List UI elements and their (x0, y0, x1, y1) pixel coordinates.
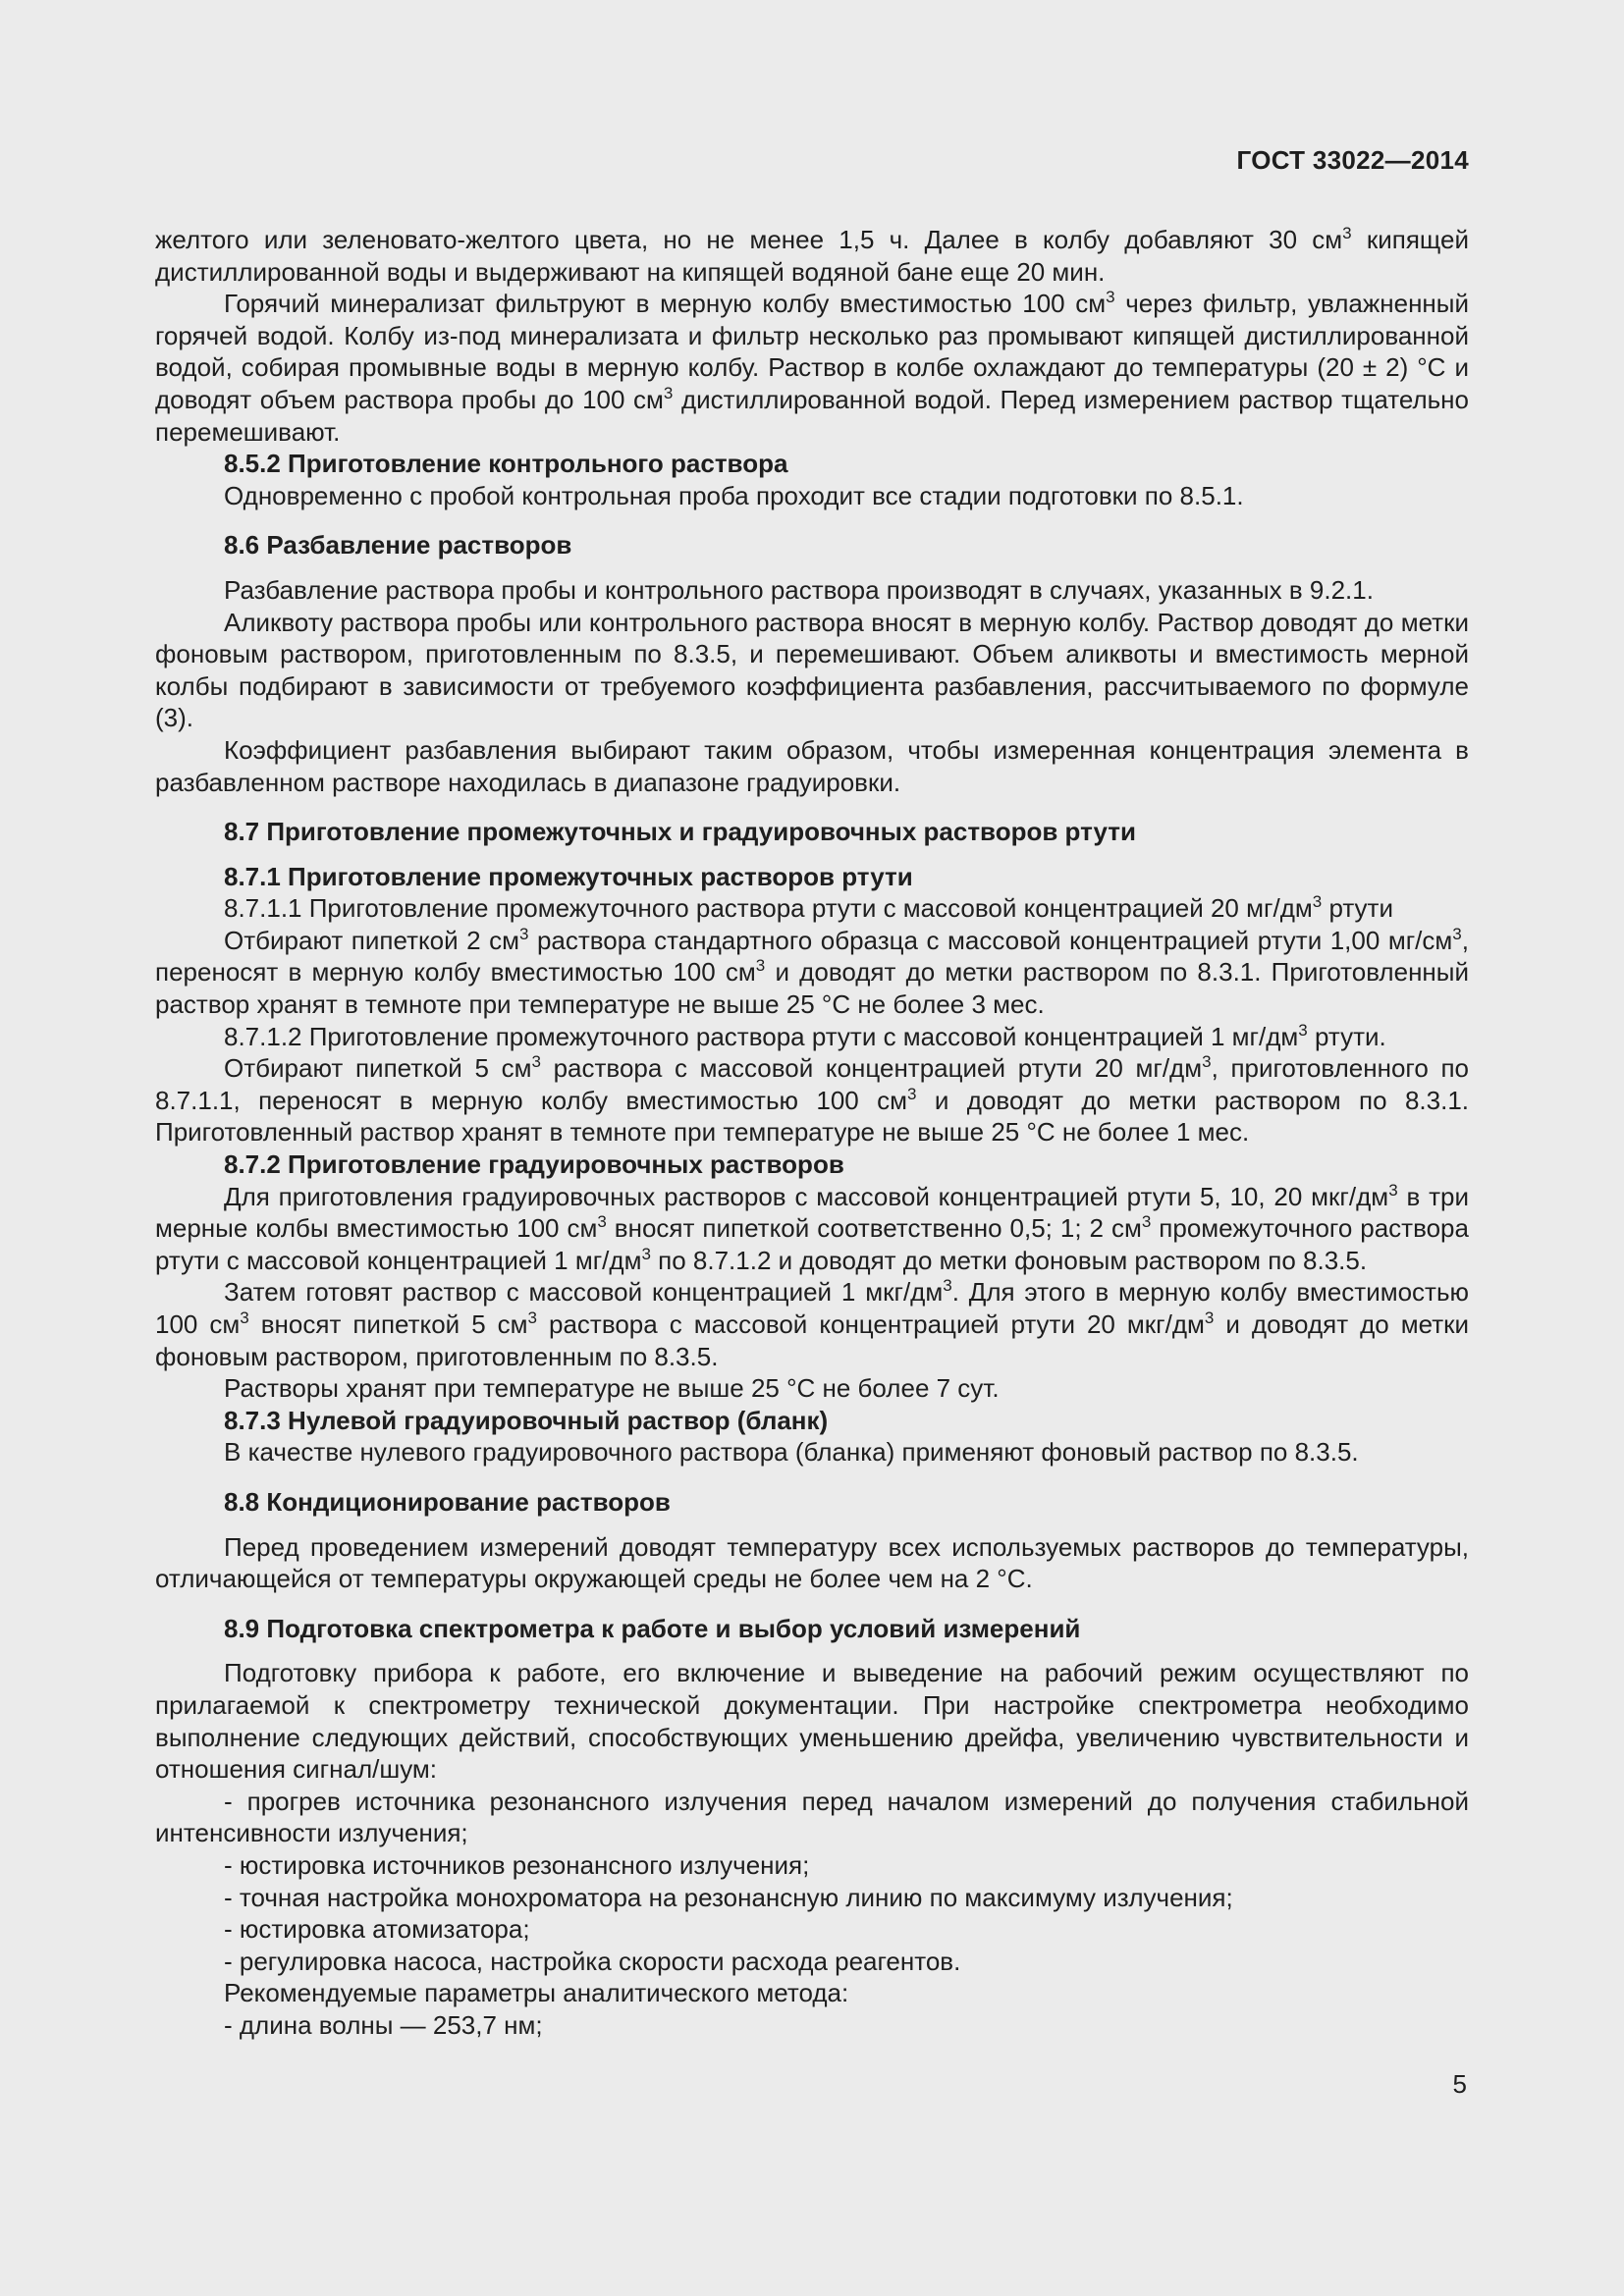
superscript: 3 (1388, 1180, 1398, 1200)
superscript: 3 (943, 1276, 952, 1296)
superscript: 3 (1342, 224, 1352, 242)
superscript: 3 (1141, 1212, 1152, 1232)
paragraph: В качестве нулевого градуировочного раствора (бланка) применяют фоновый раствор по 8.3.5. (224, 1437, 1359, 1468)
section-heading-8-7-2: 8.7.2 Приготовление градуировочных растворов (224, 1149, 844, 1180)
list-item: - юстировка источников резонансного излучения; (224, 1849, 810, 1880)
list-item: - прогрев источника резонансного излучения перед началом измерений до получения стабильной интенсивности излучения; (155, 1786, 1469, 1848)
paragraph: Для приготовления градуировочных растворов с массовой концентрацией ртути 5, 10, 20 мкг/$дм^3$ в три мерные колбы вместимостью 100 $см^3$ вносят пипеткой соответственно 0,5; 1; 2 $см^3$ промежуточного раствора ртути с массовой концентрацией 1 $мг/дм^3$ по 8.7.1.2 и доводят до метки фоновым раствором по 8.3.5. (155, 1180, 1470, 1275)
section-heading-8-6: 8.6 Разбавление растворов (224, 530, 572, 561)
paragraph: Рекомендуемые параметры аналитического метода: (224, 1978, 849, 2008)
paragraph: желтого или зеленовато-желтого цвета, но не менее 1,5 ч. Далее в колбу добавляют 30 $см^3$ кипящей дистиллированной воды и выдерживают на кипящей водяной бане еще 20 мин. (155, 224, 1469, 287)
superscript: 3 (527, 1308, 537, 1327)
list-item: - регулировка насоса, настройка скорости расхода реагентов. (224, 1946, 961, 1976)
paragraph: Отбирают пипеткой 5 $см^3$ раствора с массовой концентрацией ртути 20 $мг/дм^3$, приготовленного по 8.7.1.1, переносят в мерную колбу вместимостью 100 $см^3$ и доводят до метки раствором по 8.3.1. Приготовленный раствор хранят в темноте при температуре не выше 25 °С не более 1 мес. (155, 1052, 1469, 1148)
list-item: - длина волны — 253,7 нм; (224, 2009, 543, 2040)
paragraph: Растворы хранят при температуре не выше 25 °С не более 7 сут. (224, 1373, 1000, 1404)
paragraph: Коэффициент разбавления выбирают таким образом, чтобы измеренная концентрация элемента в разбавленном растворе находилась в диапазоне градуировки. (155, 734, 1469, 797)
paragraph: Подготовку прибора к работе, его включение и выведение на рабочий режим осуществляют по прилагаемой к спектрометру технической документации. При настройке спектрометра необходимо выполнение следующих действий, способствующих уменьшению дрейфа, увеличению чувствительности и отношения сигнал/шум: (155, 1658, 1469, 1785)
page-number: 5 (1452, 2069, 1467, 2099)
superscript: 3 (240, 1308, 249, 1327)
superscript: 3 (663, 383, 674, 402)
superscript: 3 (1202, 1052, 1212, 1072)
section-heading-8-7-3: 8.7.3 Нулевой градуировочный раствор (бланк) (224, 1405, 829, 1435)
paragraph: Аликвоту раствора пробы или контрольного раствора вносят в мерную колбу. Раствор доводят до метки фоновым раствором, приготовленным по 8.3.5, и перемешивают. Объем аликвоты и вместимость мерной колбы подбирают в зависимости от требуемого коэффициента разбавления, рассчитываемого по формуле (3). (155, 607, 1469, 733)
section-heading-8-9: 8.9 Подготовка спектрометра к работе и выбор условий измерений (224, 1613, 1081, 1643)
list-item: - точная настройка монохроматора на резонансную линию по максимуму излучения; (224, 1882, 1233, 1912)
document-code: ГОСТ 33022—2014 (1236, 145, 1469, 175)
superscript: 3 (597, 1212, 607, 1232)
superscript: 3 (907, 1084, 917, 1103)
paragraph: Горячий минерализат фильтруют в мерную колбу вместимостью 100 $см^3$ через фильтр, увлажненный горячей водой. Колбу из-под минерализата и фильтр несколько раз промывают кипящей дистиллированной водой, собирая промывные воды в мерную колбу. Раствор в колбе охлаждают до температуры (20 ± 2) °С и доводят объем раствора пробы до 100 $см^3$ дистиллированной водой. Перед измерением раствор тщательно перемешивают. (155, 288, 1470, 447)
section-heading-8-7: 8.7 Приготовление промежуточных и градуировочных растворов ртути (224, 817, 1136, 847)
superscript: 3 (1312, 892, 1323, 912)
document-body (155, 224, 1469, 2041)
paragraph: Затем готовят раствор с массовой концентрацией 1 мкг/$дм^3$. Для этого в мерную колбу вместимостью 100 $см^3$ вносят пипеткой 5 $см^3$ раствора с массовой концентрацией ртути 20 мкг/$дм^3$ и доводят до метки фоновым раствором, приготовленным по 8.3.5. (155, 1276, 1470, 1371)
superscript: 3 (518, 924, 529, 943)
paragraph: Одновременно с пробой контрольная проба проходит все стадии подготовки по 8.5.1. (224, 480, 1244, 510)
section-heading-8-5-2: 8.5.2 Приготовление контрольного раствора (224, 449, 788, 479)
paragraph: 8.7.1.1 Приготовление промежуточного раствора ртути с массовой концентрацией 20 $мг/дм^3$ ртути (224, 892, 1393, 924)
superscript: 3 (1106, 288, 1115, 307)
superscript: 3 (531, 1052, 541, 1072)
superscript: 3 (1452, 924, 1462, 943)
superscript: 3 (1298, 1020, 1308, 1040)
paragraph: Разбавление раствора пробы и контрольного раствора производят в случаях, указанных в 9.2.1. (224, 574, 1374, 605)
paragraph: Перед проведением измерений доводят температуру всех используемых растворов до температуры, отличающейся от температуры окружающей среды не более чем на 2 °С. (155, 1531, 1469, 1594)
superscript: 3 (641, 1244, 651, 1263)
section-heading-8-8: 8.8 Кондиционирование растворов (224, 1486, 671, 1517)
paragraph: 8.7.1.2 Приготовление промежуточного раствора ртути с массовой концентрацией 1 $мг/дм^3$ ртути. (224, 1020, 1386, 1051)
paragraph: Отбирают пипеткой 2 $см^3$ раствора стандартного образца с массовой концентрацией ртути 1,00 $мг/см^3$, переносят в мерную колбу вместимостью 100 $см^3$ и доводят до метки раствором по 8.3.1. Приготовленный раствор хранят в темноте при температуре не выше 25 °С не более 3 мес. (155, 924, 1469, 1020)
list-item: - юстировка атомизатора; (224, 1914, 530, 1945)
superscript: 3 (755, 956, 766, 976)
section-heading-8-7-1: 8.7.1 Приготовление промежуточных растворов ртути (224, 861, 913, 891)
superscript: 3 (1204, 1308, 1215, 1327)
